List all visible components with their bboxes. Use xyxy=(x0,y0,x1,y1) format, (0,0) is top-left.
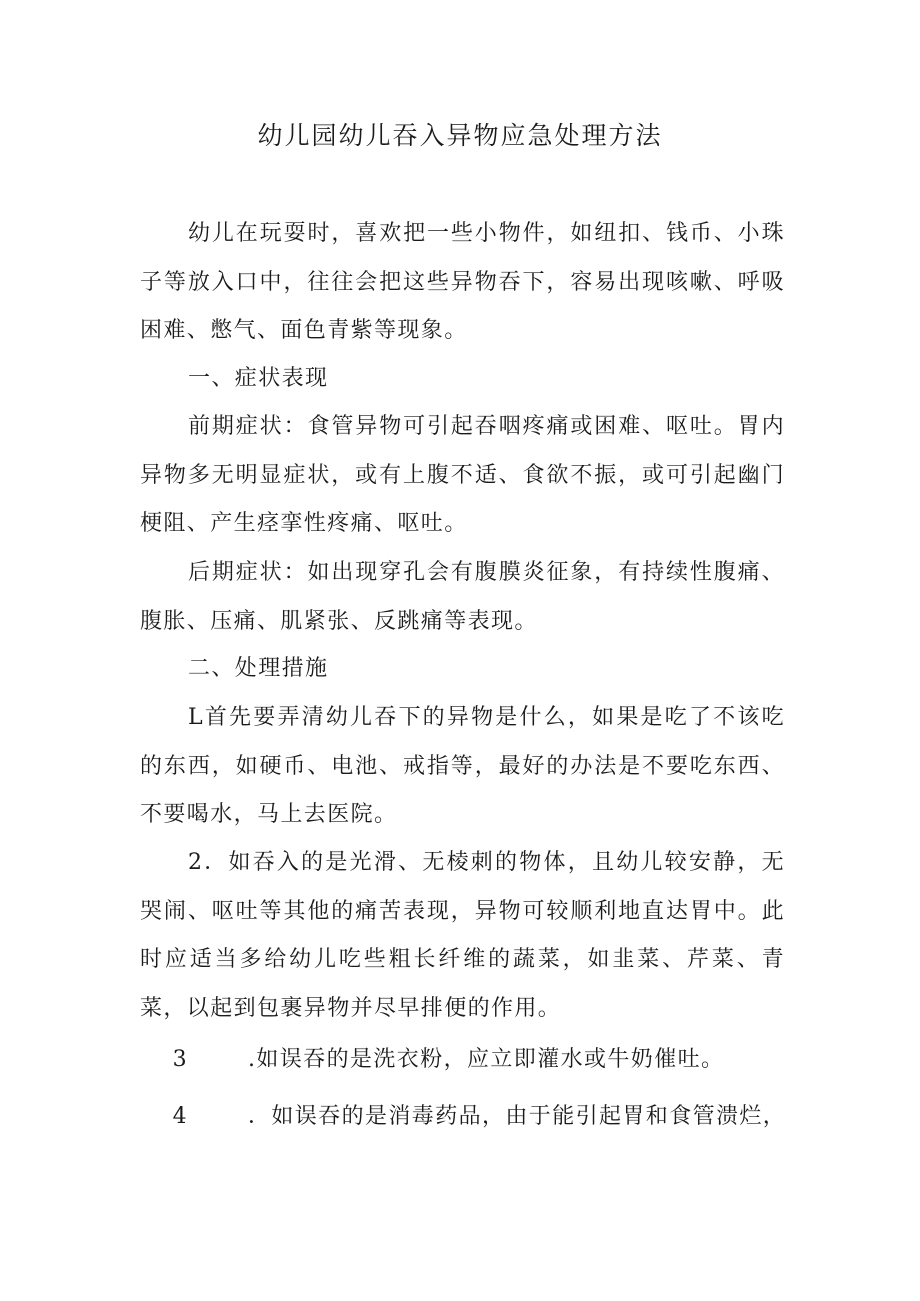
measure-item-4 xyxy=(140,1093,785,1142)
late-symptoms-paragraph: 后期症状：如出现穿孔会有腹膜炎征象，有持续性腹痛、腹胀、压痛、肌紧张、反跳痛等表现。 xyxy=(140,560,785,634)
measure-item-3-text: .如误吞的是洗衣粉，应立即灌水或牛奶催吐。 xyxy=(248,1047,725,1072)
measure-item-2: 2．如吞入的是光滑、无棱刺的物体，且幼儿较安静，无哭闹、呕吐等其他的痛苦表现，异物可较顺利地直达胃中。此时应适当多给幼儿吃些粗长纤维的蔬菜，如韭菜、芹菜、青菜，以起到包裹异物并尽早排便的作用。 xyxy=(140,850,785,1021)
measure-item-3-number: 3 xyxy=(172,1047,188,1072)
measure-item-4-number: 4 xyxy=(172,1104,188,1129)
intro-paragraph: 幼儿在玩耍时，喜欢把一些小物件，如纽扣、钱币、小珠子等放入口中，往往会把这些异物吞下，容易出现咳嗽、呼吸困难、憋气、面色青紫等现象。 xyxy=(140,221,785,343)
section-heading-symptoms: 一、症状表现 xyxy=(188,366,329,391)
page-title: 幼儿园幼儿吞入异物应急处理方法 xyxy=(257,121,663,150)
measure-item-1: L首先要弄清幼儿吞下的异物是什么，如果是吃了不该吃的东西，如硬币、电池、戒指等，最好的办法是不要吃东西、不要喝水，马上去医院。 xyxy=(140,705,785,827)
measure-item-3 xyxy=(140,1036,785,1085)
early-symptoms-paragraph: 前期症状：食管异物可引起吞咽疼痛或困难、呕吐。胃内异物多无明显症状，或有上腹不适、食欲不振，或可引起幽门梗阻、产生痉挛性疼痛、呕吐。 xyxy=(140,414,785,536)
measure-item-4-text: ．如误吞的是消毒药品，由于能引起胃和食管溃烂， xyxy=(248,1104,787,1129)
section-heading-measures: 二、处理措施 xyxy=(188,656,329,681)
